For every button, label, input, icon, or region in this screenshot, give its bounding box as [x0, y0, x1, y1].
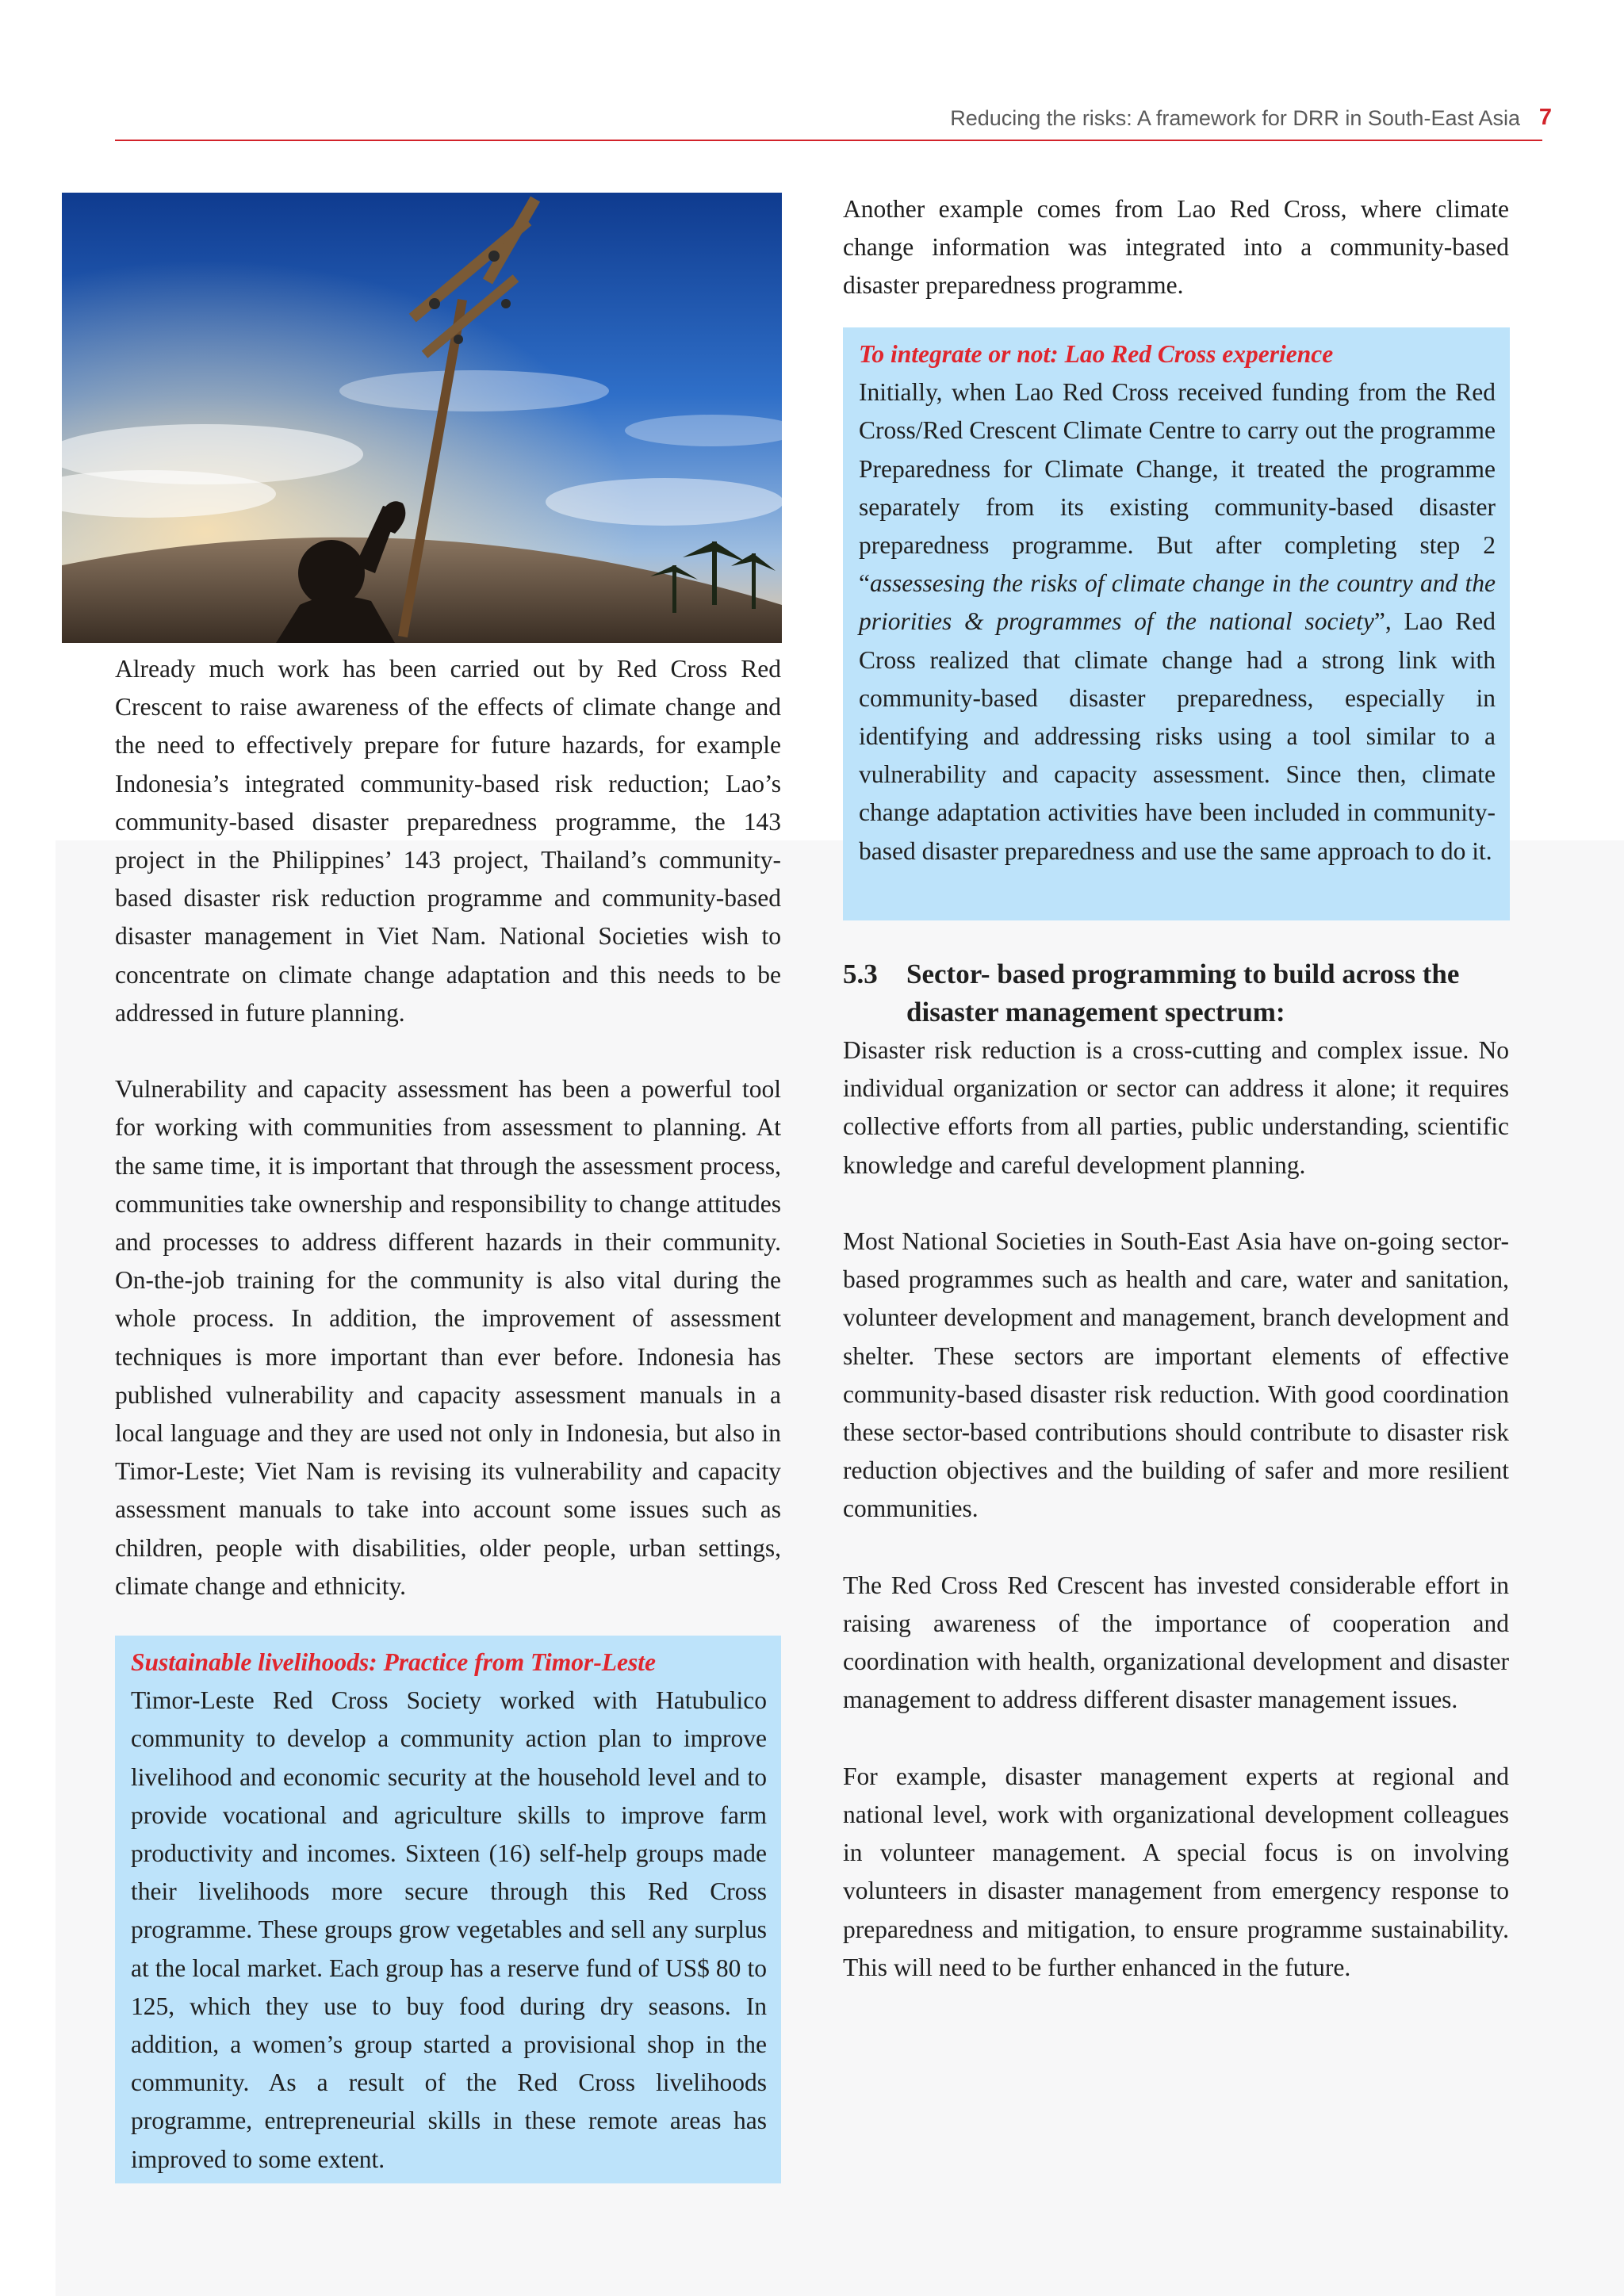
callout-timor-title: Sustainable livelihoods: Practice from Timor-Leste	[131, 1648, 657, 1676]
right-intro-paragraph: Another example comes from Lao Red Cross, where climate change information was integrated into a community-based disaster preparedness programme.	[843, 195, 1509, 300]
callout-lao	[843, 327, 1510, 920]
callout-lao-title: To integrate or not: Lao Red Cross experience	[859, 340, 1334, 368]
callout-lao-body-end: ”, Lao Red Cross realized that climate change had a strong link with community-based disaster preparedness, especially in identifying and addressing risks using a tool similar to a vulnerability and capacity assessment. Since then, climate change adaptation activities have been included in community-based disaster preparedness and use the same approach to do it.	[859, 607, 1496, 865]
section-title: Sector- based programming to build across the disaster management spectrum:	[906, 959, 1460, 1027]
callout-lao-body-italic: assessesing the risks of climate change in the country and the priorities & programmes of the national society	[859, 569, 1496, 636]
callout-timor-leste	[115, 1636, 781, 2183]
right-paragraph-4: For example, disaster management experts at regional and national level, work with organizational development colleagues in volunteer management. A special focus is on involving volunteers in disaster management from emergency response to preparedness and mitigation, to ensure programme sustainability. This will need to be further enhanced in the future.	[843, 1762, 1509, 1981]
left-column-text	[115, 650, 781, 1605]
page-number: 7	[1538, 105, 1552, 130]
right-paragraph-3: The Red Cross Red Crescent has invested considerable effort in raising awareness of the importance of cooperation and coordination with health, organizational development and disaster management to address different disaster management issues.	[843, 1571, 1509, 1714]
running-title: Reducing the risks: A framework for DRR in South-East Asia	[950, 106, 1520, 130]
photo-person-holding-model-aircraft-icon	[62, 193, 782, 643]
callout-timor-body: Timor-Leste Red Cross Society worked with Hatubulico community to develop a community action plan to improve livelihood and economic security at the household level and to provide vocational and agriculture skills to improve farm productivity and incomes. Sixteen (16) self-help groups made their livelihoods more secure through this Red Cross programme. These groups grow vegetables and sell any surplus at the local market. Each group has a reserve fund of US$ 80 to 125, which they use to buy food during dry seasons. In addition, a women’s group started a provisional shop in the community. As a result of the Red Cross livelihoods programme, entrepreneurial skills in these remote areas has improved to some extent.	[131, 1686, 767, 2173]
left-paragraph-2: Vulnerability and capacity assessment has been a powerful tool for working with communities from assessment to planning. At the same time, it is important that through the assessment process, communities take ownership and responsibility to change attitudes and processes to address different hazards in their community. On-the-job training for the community is also vital during the whole process. In addition, the improvement of assessment techniques is more important than ever before. Indonesia has published vulnerability and capacity assessment manuals in a local language and they are used not only in Indonesia, but also in Timor-Leste; Viet Nam is revising its vulnerability and capacity assessment manuals to take into account some issues such as children, people with disabilities, older people, urban settings, climate change and ethnicity.	[115, 1075, 781, 1600]
left-paragraph-1: Already much work has been carried out by Red Cross Red Crescent to raise awareness of the effects of climate change and the need to effectively prepare for future hazards, for example Indonesia’s integrated community-based risk reduction; Lao’s community-based disaster preparedness programme, the 143 project in the Philippines’ 143 project, Thailand’s community-based disaster risk reduction programme and community-based disaster management in Viet Nam. National Societies wish to concentrate on climate change adaptation and this needs to be addressed in future planning.	[115, 655, 781, 1027]
page-header	[115, 103, 1552, 141]
right-paragraph-2: Most National Societies in South-East Asia have on-going sector-based programmes such as health and care, water and sanitation, volunteer development and management, branch development and shelter. These sectors are important elements of effective community-based disaster risk reduction. With good coordination these sector-based contributions should contribute to disaster risk reduction objectives and the building of safer and more resilient communities.	[843, 1227, 1509, 1523]
right-column-text	[843, 1031, 1509, 1987]
right-column-intro	[843, 190, 1509, 305]
callout-lao-body-start: Initially, when Lao Red Cross received funding from the Red Cross/Red Crescent Climate Centre to carry out the programme Preparedness for Climate Change, it treated the programme separately from its existing community-based disaster preparedness programme. But after completing step 2 “	[859, 378, 1496, 598]
right-paragraph-1: Disaster risk reduction is a cross-cutting and complex issue. No individual organization or sector can address it alone; it requires collective efforts from all parties, public understanding, scientific knowledge and careful development planning.	[843, 1036, 1509, 1179]
photo	[62, 193, 782, 643]
section-number: 5.3	[843, 959, 878, 989]
callout-lao-body	[859, 373, 1496, 871]
section-heading	[843, 955, 1513, 1031]
